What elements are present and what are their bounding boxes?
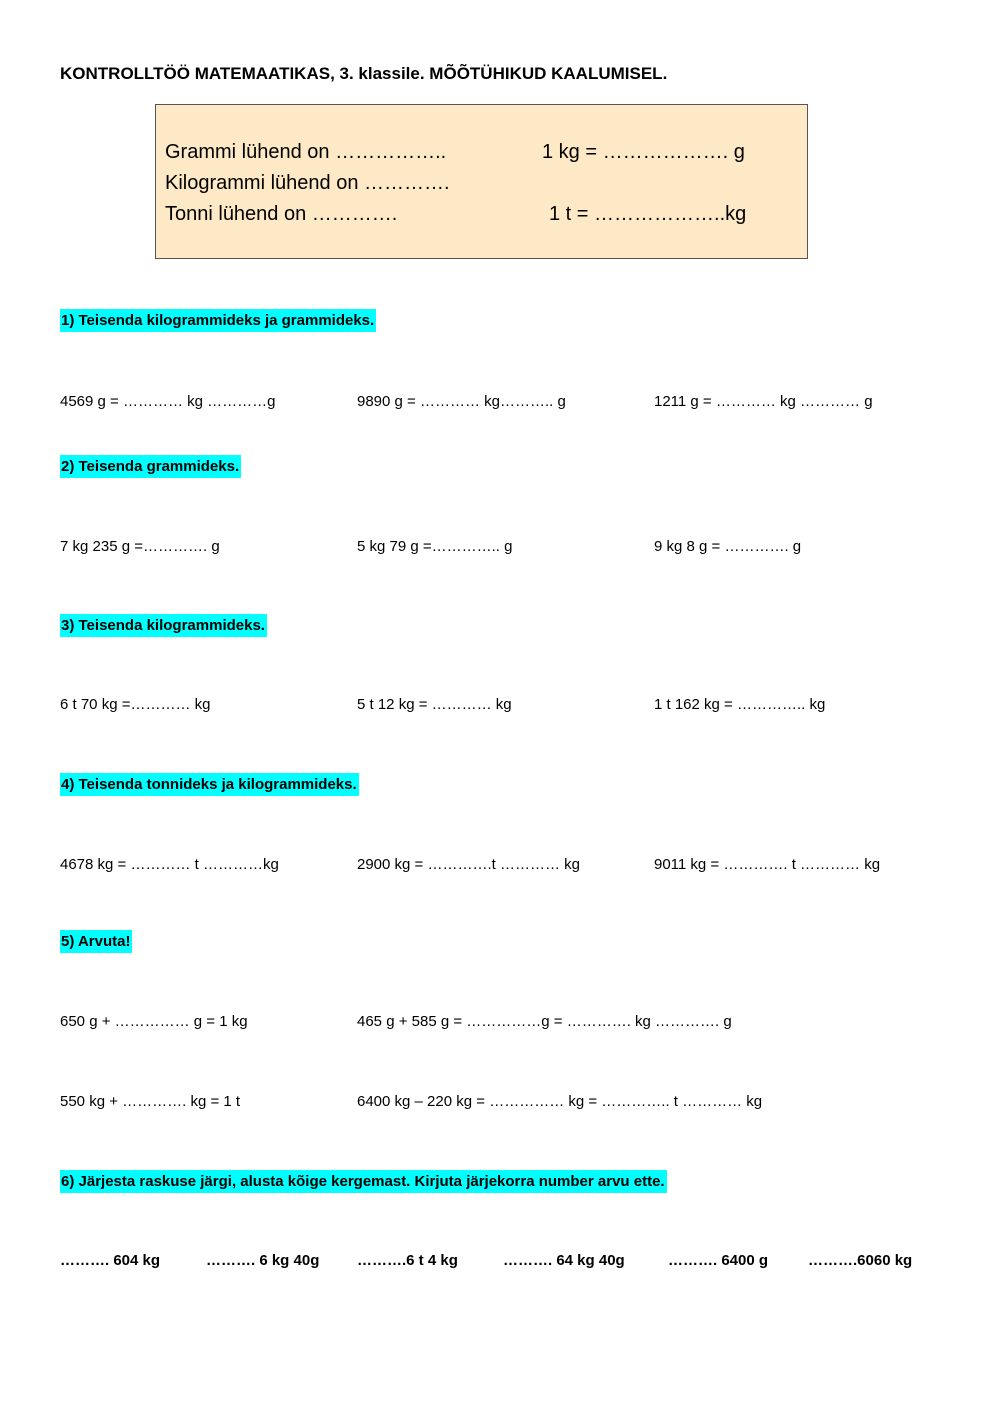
section-5-heading: 5) Arvuta! xyxy=(60,930,132,953)
exercise-4c: 9011 kg = …………. t ………… kg xyxy=(654,856,881,873)
order-item-2: ………. 6 kg 40g xyxy=(206,1252,320,1269)
exercise-3c: 1 t 162 kg = ………….. kg xyxy=(654,696,826,713)
kg-to-g-prompt: 1 kg = ………………. g xyxy=(542,141,745,163)
t-to-kg-prompt: 1 t = ………………..kg xyxy=(549,203,747,225)
exercise-4a: 4678 kg = ………… t …………kg xyxy=(60,856,279,873)
exercise-2a: 7 kg 235 g =…………. g xyxy=(60,538,220,555)
order-item-1: ………. 604 kg xyxy=(60,1252,161,1269)
exercise-3a: 6 t 70 kg =………… kg xyxy=(60,696,211,713)
exercise-5b: 465 g + 585 g = ……………g = …………. kg …………. g xyxy=(357,1013,732,1030)
exercise-5c: 550 kg + …………. kg = 1 t xyxy=(60,1093,241,1110)
order-item-3: ……….6 t 4 kg xyxy=(357,1252,458,1269)
section-2-heading: 2) Teisenda grammideks. xyxy=(60,455,241,478)
exercise-4b: 2900 kg = ………….t ………… kg xyxy=(357,856,580,873)
exercise-2b: 5 kg 79 g =………….. g xyxy=(357,538,513,555)
exercise-1a: 4569 g = ………… kg …………g xyxy=(60,393,276,410)
exercise-5d: 6400 kg – 220 kg = …………… kg = ………….. t ………… kg xyxy=(357,1093,763,1110)
page-title: KONTROLLTÖÖ MATEMAATIKAS, 3. klassile. MÕÕTÜHIKUD KAALUMISEL. xyxy=(60,64,668,83)
exercise-5a: 650 g + …………… g = 1 kg xyxy=(60,1013,248,1030)
exercise-3b: 5 t 12 kg = ………… kg xyxy=(357,696,512,713)
kilogram-abbreviation-prompt: Kilogrammi lühend on …………. xyxy=(165,172,450,194)
exercise-2c: 9 kg 8 g = …………. g xyxy=(654,538,802,555)
section-4-heading: 4) Teisenda tonnideks ja kilogrammideks. xyxy=(60,773,359,796)
units-info-box xyxy=(155,104,808,259)
order-item-6: ……….6060 kg xyxy=(808,1252,913,1269)
order-item-4: ………. 64 kg 40g xyxy=(503,1252,625,1269)
gram-abbreviation-prompt: Grammi lühend on …………….. xyxy=(165,141,447,163)
section-6-heading: 6) Järjesta raskuse järgi, alusta kõige kergemast. Kirjuta järjekorra number arvu ette. xyxy=(60,1170,667,1193)
exercise-1b: 9890 g = ………… kg……….. g xyxy=(357,393,566,410)
ton-abbreviation-prompt: Tonni lühend on …………. xyxy=(165,203,398,225)
order-item-5: ………. 6400 g xyxy=(668,1252,769,1269)
section-3-heading: 3) Teisenda kilogrammideks. xyxy=(60,614,267,637)
exercise-1c: 1211 g = ………… kg ………… g xyxy=(654,393,873,410)
section-1-heading: 1) Teisenda kilogrammideks ja grammideks. xyxy=(60,309,376,332)
